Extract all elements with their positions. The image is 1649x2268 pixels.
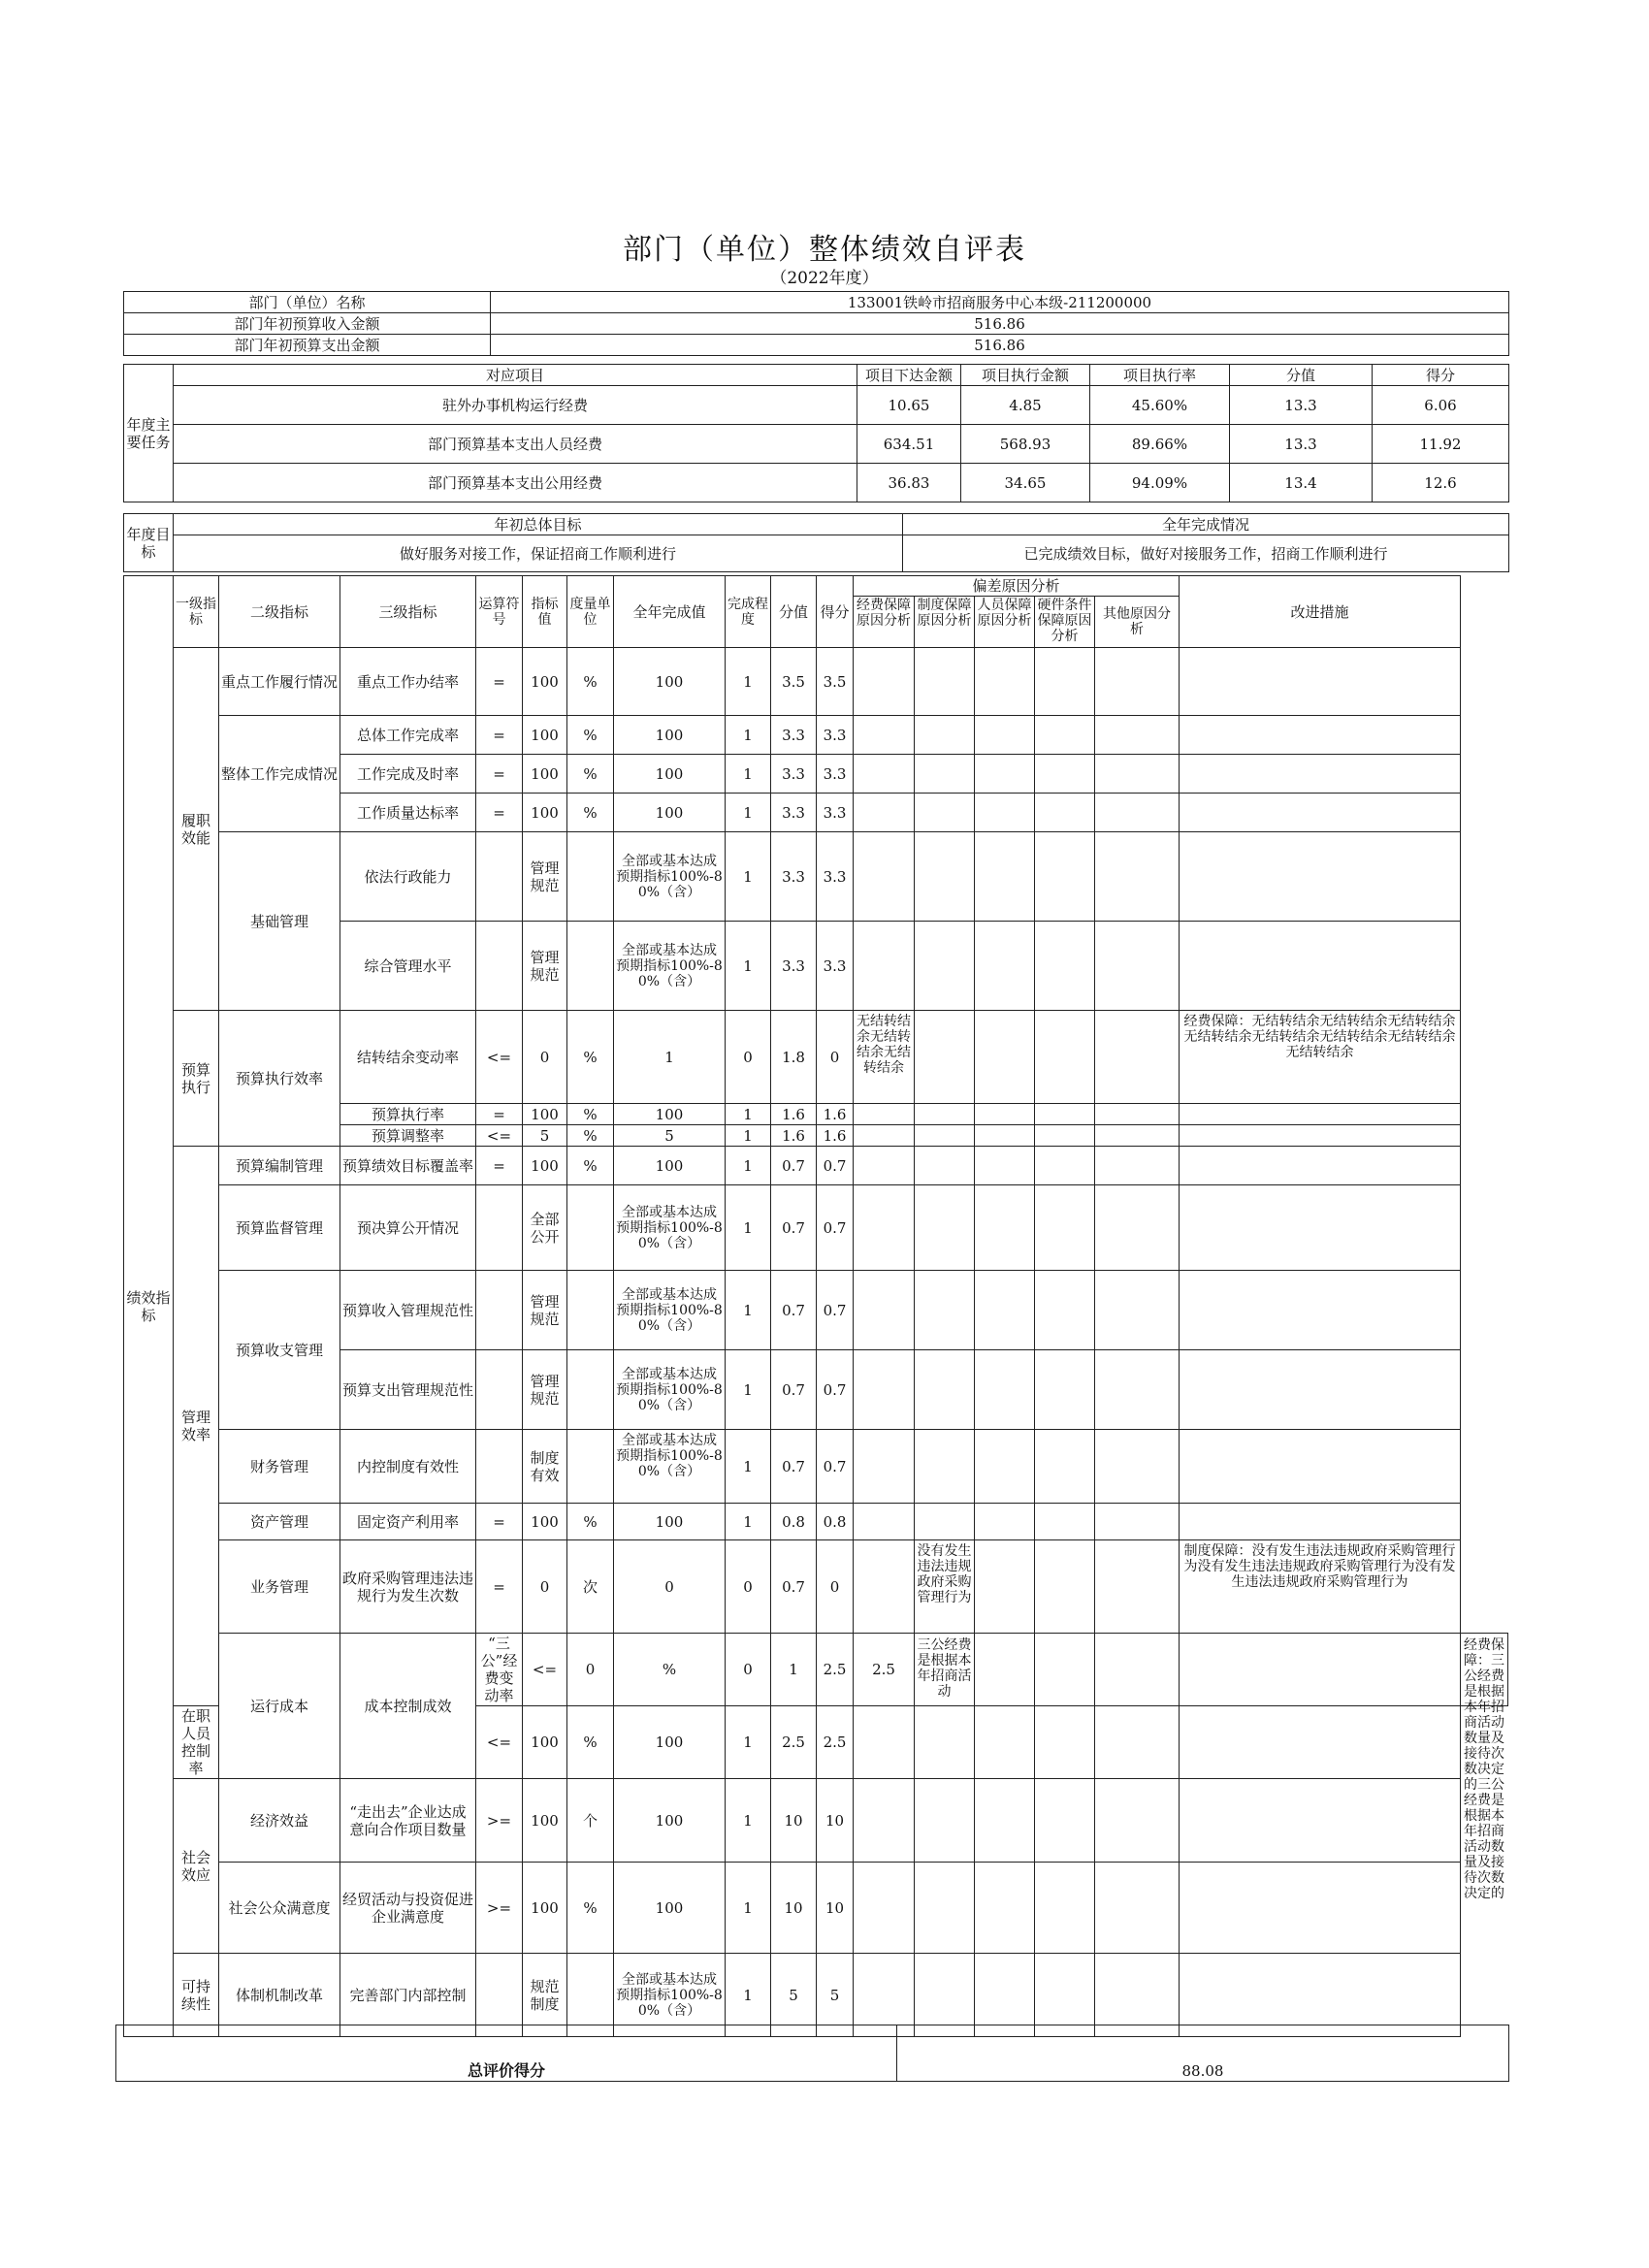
subgroup-label: 基础管理 [219, 832, 340, 1011]
l3-label: 总体工作完成率 [340, 716, 476, 755]
table-row [124, 1185, 1508, 1271]
actual-cell: 全部或基本达成预期指标100%-80%（含） [614, 832, 726, 922]
score-cell: 2.5 [854, 1634, 915, 1706]
total-value: 88.08 [897, 2025, 1509, 2082]
actual-cell: 1 [614, 1011, 726, 1104]
l3-label: 预算收入管理规范性 [340, 1271, 476, 1350]
score-cell: 5 [817, 1954, 854, 2037]
score-cell: 0.8 [817, 1504, 854, 1540]
degree-cell: 1 [726, 1706, 771, 1779]
subgroup-label: 成本控制成效 [340, 1634, 476, 1779]
task-issued: 10.65 [857, 386, 961, 425]
group-label: 预算执行 [174, 1011, 219, 1147]
indicators-section-label: 绩效指标 [124, 576, 174, 2037]
degree-cell: 1 [726, 1430, 771, 1504]
header-d-other: 其他原因分析 [1095, 597, 1180, 648]
table-row [124, 1430, 1508, 1504]
task-score: 6.06 [1373, 386, 1509, 425]
tasks-section-label: 年度主要任务 [124, 365, 174, 502]
target-cell: 100 [523, 1706, 567, 1779]
goals-initial-value: 做好服务对接工作，保证招商工作顺利进行 [174, 535, 903, 572]
info-table [123, 291, 1509, 356]
task-row [124, 386, 1509, 425]
subgroup-label: 体制机制改革 [219, 1954, 340, 2037]
l3-label: 经贸活动与投资促进企业满意度 [340, 1863, 476, 1954]
degree-cell: 1 [726, 716, 771, 755]
op-cell: = [476, 755, 523, 794]
header-target: 指标值 [523, 576, 567, 648]
deviation-fund-cell: 无结转结余无结转结余无结转结余 [857, 1013, 911, 1076]
indicators-table [123, 575, 1508, 2037]
target-cell: 0 [523, 1540, 567, 1634]
task-name: 部门预算基本支出人员经费 [174, 425, 857, 464]
tasks-header-score: 得分 [1373, 365, 1509, 386]
task-executed: 34.65 [961, 464, 1090, 502]
task-row [124, 464, 1509, 502]
table-row [124, 1540, 1508, 1634]
task-name: 部门预算基本支出公用经费 [174, 464, 857, 502]
op-cell [476, 1185, 523, 1271]
degree-cell: 1 [726, 1779, 771, 1863]
actual-cell: 全部或基本达成预期指标100%-80%（含） [614, 1271, 726, 1350]
actual-cell: 100 [614, 1147, 726, 1185]
unit-cell [567, 1430, 614, 1504]
income-value: 516.86 [491, 313, 1509, 335]
degree-cell: 1 [726, 1271, 771, 1350]
score-cell: 0.7 [817, 1350, 854, 1430]
score-cell: 3.3 [817, 716, 854, 755]
op-cell [476, 832, 523, 922]
actual-cell: 5 [614, 1125, 726, 1147]
task-score-value: 13.3 [1230, 386, 1373, 425]
l3-label: 预算调整率 [340, 1125, 476, 1147]
header-l1: 一级指标 [174, 576, 219, 648]
header-score: 得分 [817, 576, 854, 648]
goals-table [123, 513, 1509, 572]
l3-label: 内控制度有效性 [340, 1430, 476, 1504]
score-cell: 3.3 [817, 922, 854, 1011]
task-score: 11.92 [1373, 425, 1509, 464]
l3-label: 工作完成及时率 [340, 755, 476, 794]
target-cell: 100 [523, 716, 567, 755]
l3-label: “走出去”企业达成意向合作项目数量 [340, 1779, 476, 1863]
goals-completion-header: 全年完成情况 [903, 514, 1509, 535]
target-cell: 100 [523, 794, 567, 832]
actual-cell: 100 [614, 1706, 726, 1779]
target-cell: 100 [523, 1104, 567, 1125]
score-cell: 10 [817, 1779, 854, 1863]
dept-value: 133001铁岭市招商服务中心本级-211200000 [491, 292, 1509, 313]
op-cell: = [476, 1504, 523, 1540]
unit-cell: % [567, 716, 614, 755]
header-op: 运算符号 [476, 576, 523, 648]
unit-cell: % [567, 1706, 614, 1779]
expense-label: 部门年初预算支出金额 [124, 335, 491, 356]
task-score-value: 13.4 [1230, 464, 1373, 502]
degree-cell: 1 [726, 922, 771, 1011]
subgroup-label: 预算监督管理 [219, 1185, 340, 1271]
task-rate: 94.09% [1090, 464, 1230, 502]
actual-cell: 全部或基本达成预期指标100%-80%（含） [614, 1185, 726, 1271]
op-cell: = [476, 648, 523, 716]
tasks-header-project: 对应项目 [174, 365, 857, 386]
op-cell: <= [476, 1125, 523, 1147]
task-rate: 45.60% [1090, 386, 1230, 425]
tasks-header-issued: 项目下达金额 [857, 365, 961, 386]
l3-label: 固定资产利用率 [340, 1504, 476, 1540]
actual-cell: 100 [614, 794, 726, 832]
degree-cell: 1 [771, 1634, 817, 1706]
actual-cell: 100 [614, 648, 726, 716]
op-cell: = [476, 1104, 523, 1125]
tasks-table [123, 364, 1509, 502]
target-cell: 规范制度 [523, 1954, 567, 2037]
weight-cell: 0.7 [771, 1147, 817, 1185]
l3-label: 预算支出管理规范性 [340, 1350, 476, 1430]
improve-cell: 制度保障：没有发生违法违规政府采购管理行为没有发生违法违规政府采购管理行为没有发生违法违规政府采购管理行为 [1183, 1542, 1456, 1590]
unit-cell [567, 1350, 614, 1430]
table-row [124, 648, 1508, 716]
header-deviation: 偏差原因分析 [854, 576, 1180, 597]
degree-cell: 1 [726, 794, 771, 832]
header-d-system: 制度保障原因分析 [917, 598, 972, 629]
subgroup-label: 重点工作履行情况 [219, 648, 340, 716]
deviation-fund-cell: 三公经费是根据本年招商活动 [917, 1637, 972, 1700]
degree-cell: 1 [726, 1104, 771, 1125]
table-row [124, 1504, 1508, 1540]
weight-cell: 0.8 [771, 1504, 817, 1540]
actual-cell: 全部或基本达成预期指标100%-80%（含） [614, 1350, 726, 1430]
l3-label: 政府采购管理违法违规行为发生次数 [340, 1540, 476, 1634]
l3-label: 重点工作办结率 [340, 648, 476, 716]
weight-cell: 3.3 [771, 716, 817, 755]
actual-cell: 100 [614, 716, 726, 755]
op-cell: = [476, 794, 523, 832]
actual-cell: 100 [614, 1504, 726, 1540]
actual-cell: 100 [614, 1104, 726, 1125]
degree-cell: 0 [726, 1540, 771, 1634]
l3-label: 综合管理水平 [340, 922, 476, 1011]
tasks-header-executed: 项目执行金额 [961, 365, 1090, 386]
score-cell: 0 [817, 1540, 854, 1634]
target-cell: 管理规范 [523, 1350, 567, 1430]
target-cell: 5 [523, 1125, 567, 1147]
weight-cell: 3.3 [771, 794, 817, 832]
actual-cell: 100 [614, 755, 726, 794]
target-cell: 管理规范 [523, 922, 567, 1011]
unit-cell: % [567, 1104, 614, 1125]
actual-cell: 100 [614, 1863, 726, 1954]
actual-cell: 0 [614, 1540, 726, 1634]
op-cell [476, 922, 523, 1011]
expense-value: 516.86 [491, 335, 1509, 356]
header-l2: 二级指标 [219, 576, 340, 648]
score-cell: 0.7 [817, 1430, 854, 1504]
target-cell: 0 [523, 1011, 567, 1104]
unit-cell: % [567, 755, 614, 794]
weight-cell: 0.7 [771, 1430, 817, 1504]
weight-cell: 1.6 [771, 1104, 817, 1125]
goals-section-label: 年度目标 [124, 514, 174, 572]
degree-cell: 1 [726, 755, 771, 794]
target-cell: 100 [523, 1779, 567, 1863]
l3-label: 预算绩效目标覆盖率 [340, 1147, 476, 1185]
subgroup-label: 业务管理 [219, 1540, 340, 1634]
actual-cell: 全部或基本达成预期指标100%-80%（含） [614, 1954, 726, 2037]
task-score-value: 13.3 [1230, 425, 1373, 464]
weight-cell: 3.3 [771, 832, 817, 922]
op-cell: <= [476, 1706, 523, 1779]
task-executed: 4.85 [961, 386, 1090, 425]
unit-cell: % [567, 794, 614, 832]
header-weight: 分值 [771, 576, 817, 648]
subgroup-label: 整体工作完成情况 [219, 716, 340, 832]
header-d-fund: 经费保障原因分析 [857, 598, 911, 629]
table-row [124, 716, 1508, 755]
improve-cell: 经费保障：无结转结余无结转结余无结转结余无结转结余无结转结余无结转结余无结转结余无结转结余 [1183, 1013, 1456, 1060]
header-d-hardware: 硬件条件保障原因分析 [1037, 598, 1092, 644]
actual-cell: 全部或基本达成预期指标100%-80%（含） [614, 922, 726, 1011]
op-cell: >= [476, 1863, 523, 1954]
total-label: 总评价得分 [116, 2025, 897, 2082]
header-d-staff: 人员保障原因分析 [977, 598, 1032, 629]
op-cell: = [476, 716, 523, 755]
degree-cell: 1 [726, 1125, 771, 1147]
l3-label: 预决算公开情况 [340, 1185, 476, 1271]
goals-initial-header: 年初总体目标 [174, 514, 903, 535]
table-row [124, 1863, 1508, 1954]
score-cell: 2.5 [817, 1706, 854, 1779]
l3-label: 预算执行率 [340, 1104, 476, 1125]
subgroup-label: 经济效益 [219, 1779, 340, 1863]
group-label: 社会效应 [174, 1779, 219, 1954]
score-cell: 3.3 [817, 794, 854, 832]
weight-cell: 2.5 [771, 1706, 817, 1779]
score-cell: 3.3 [817, 832, 854, 922]
l3-label: 工作质量达标率 [340, 794, 476, 832]
l3-label: 在职人员控制率 [174, 1706, 219, 1779]
subgroup-label: 财务管理 [219, 1430, 340, 1504]
weight-cell: 10 [771, 1863, 817, 1954]
table-row [124, 1779, 1508, 1863]
group-label: 运行成本 [219, 1634, 340, 1779]
subgroup-label: 预算收支管理 [219, 1271, 340, 1430]
actual-cell: 全部或基本达成预期指标100%-80%（含） [616, 1432, 723, 1479]
weight-cell: 1.6 [771, 1125, 817, 1147]
group-label: 履职效能 [174, 648, 219, 1011]
weight-cell: 3.5 [771, 648, 817, 716]
table-row [124, 1634, 1508, 1706]
unit-cell: % [567, 1504, 614, 1540]
table-row [124, 1271, 1508, 1350]
page-title: 部门（单位）整体绩效自评表 [623, 233, 1026, 267]
target-cell: 制度有效 [523, 1430, 567, 1504]
target-cell: 100 [523, 1147, 567, 1185]
subgroup-label: 社会公众满意度 [219, 1863, 340, 1954]
unit-cell [567, 1185, 614, 1271]
degree-cell: 1 [726, 648, 771, 716]
weight-cell: 0.7 [771, 1271, 817, 1350]
score-cell: 0.7 [817, 1147, 854, 1185]
score-cell: 0 [817, 1011, 854, 1104]
table-row [124, 832, 1508, 922]
actual-cell: 100 [614, 1779, 726, 1863]
op-cell: >= [476, 1779, 523, 1863]
unit-cell: % [614, 1634, 726, 1706]
deviation-system-cell: 没有发生违法违规政府采购管理行为 [917, 1542, 972, 1605]
actual-cell: 0 [726, 1634, 771, 1706]
task-name: 驻外办事机构运行经费 [174, 386, 857, 425]
degree-cell: 1 [726, 1863, 771, 1954]
task-rate: 89.66% [1090, 425, 1230, 464]
header-actual: 全年完成值 [614, 576, 726, 648]
task-issued: 634.51 [857, 425, 961, 464]
target-cell: 全部公开 [523, 1185, 567, 1271]
op-cell [476, 1430, 523, 1504]
group-label: 可持续性 [174, 1954, 219, 2037]
target-cell: 0 [567, 1634, 614, 1706]
weight-cell: 0.7 [771, 1350, 817, 1430]
l3-label: 完善部门内部控制 [340, 1954, 476, 2037]
unit-cell: % [567, 1125, 614, 1147]
unit-cell [567, 832, 614, 922]
header-l3: 三级指标 [340, 576, 476, 648]
unit-cell: % [567, 648, 614, 716]
score-cell: 0.7 [817, 1185, 854, 1271]
weight-cell: 3.3 [771, 755, 817, 794]
op-cell: <= [523, 1634, 567, 1706]
target-cell: 100 [523, 1504, 567, 1540]
page-subtitle: （2022年度） [770, 269, 879, 288]
l3-label: 依法行政能力 [340, 832, 476, 922]
unit-cell: % [567, 1011, 614, 1104]
op-cell [476, 1350, 523, 1430]
degree-cell: 1 [726, 1185, 771, 1271]
degree-cell: 1 [726, 1350, 771, 1430]
target-cell: 100 [523, 755, 567, 794]
goals-completion-value: 已完成绩效目标，做好对接服务工作，招商工作顺利进行 [903, 535, 1509, 572]
target-cell: 100 [523, 1863, 567, 1954]
tasks-header-rate: 项目执行率 [1090, 365, 1230, 386]
improve-cell: 经费保障：三公经费是根据本年招商活动数量及接待次数决定的三公经费是根据本年招商活动数量及接待次数决定的 [1464, 1637, 1504, 1901]
header-improve: 改进措施 [1180, 576, 1461, 648]
task-executed: 568.93 [961, 425, 1090, 464]
weight-cell: 0.7 [771, 1185, 817, 1271]
weight-cell: 0.7 [771, 1540, 817, 1634]
task-row [124, 425, 1509, 464]
score-cell: 10 [817, 1863, 854, 1954]
score-cell: 0.7 [817, 1271, 854, 1350]
dept-label: 部门（单位）名称 [124, 292, 491, 313]
unit-cell: % [567, 1147, 614, 1185]
total-table [115, 2025, 1509, 2082]
degree-cell: 1 [726, 832, 771, 922]
subgroup-label: 预算执行效率 [219, 1011, 340, 1147]
unit-cell: 个 [567, 1779, 614, 1863]
target-cell: 管理规范 [523, 1271, 567, 1350]
score-cell: 3.3 [817, 755, 854, 794]
task-score: 12.6 [1373, 464, 1509, 502]
op-cell: <= [476, 1011, 523, 1104]
weight-cell: 10 [771, 1779, 817, 1863]
group-label: 管理效率 [174, 1147, 219, 1706]
op-cell [476, 1271, 523, 1350]
header-degree: 完成程度 [726, 576, 771, 648]
unit-cell: 次 [567, 1540, 614, 1634]
header-unit: 度量单位 [567, 576, 614, 648]
weight-cell: 1.8 [771, 1011, 817, 1104]
score-cell: 3.5 [817, 648, 854, 716]
weight-cell: 2.5 [817, 1634, 854, 1706]
table-row [124, 1011, 1508, 1104]
subgroup-label: 预算编制管理 [219, 1147, 340, 1185]
weight-cell: 5 [771, 1954, 817, 2037]
degree-cell: 1 [726, 1954, 771, 2037]
tasks-header-score-value: 分值 [1230, 365, 1373, 386]
subgroup-label: 资产管理 [219, 1504, 340, 1540]
score-cell: 1.6 [817, 1125, 854, 1147]
degree-cell: 1 [726, 1147, 771, 1185]
op-cell: = [476, 1147, 523, 1185]
unit-cell: % [567, 1863, 614, 1954]
op-cell: = [476, 1540, 523, 1634]
score-cell: 1.6 [817, 1104, 854, 1125]
weight-cell: 3.3 [771, 922, 817, 1011]
task-issued: 36.83 [857, 464, 961, 502]
income-label: 部门年初预算收入金额 [124, 313, 491, 335]
table-row [124, 1147, 1508, 1185]
l3-label: “三公”经费变动率 [476, 1634, 523, 1706]
degree-cell: 1 [726, 1504, 771, 1540]
degree-cell: 0 [726, 1011, 771, 1104]
target-cell: 管理规范 [523, 832, 567, 922]
unit-cell [567, 1271, 614, 1350]
target-cell: 100 [523, 648, 567, 716]
l3-label: 结转结余变动率 [340, 1011, 476, 1104]
unit-cell [567, 922, 614, 1011]
